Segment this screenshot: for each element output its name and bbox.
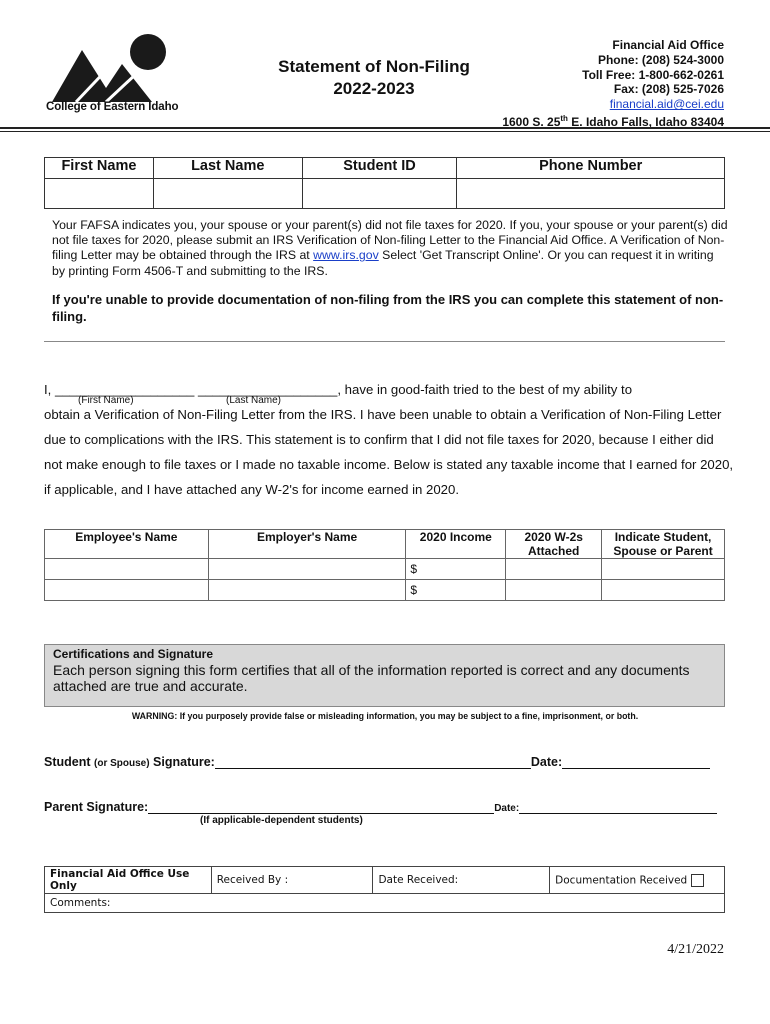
income-field[interactable]: $ (406, 580, 506, 601)
employee-name-field[interactable] (45, 559, 209, 580)
form-title-year: 2022-2023 (333, 79, 415, 98)
statement-body: obtain a Verification of Non-Filing Letter from the IRS. I have been unable to obtain a Verification of Non-Filing Letter due to complications with the IRS. This statement is to confirm that I did not file taxes for 2020, because I either did not make enough to file taxes or I made no taxable income. Below is stated any taxable income that I earned for 2020, if applicable, and I have attached any W-2's for income earned in 2020. (44, 407, 734, 497)
office-fax: Fax: (208) 525-7026 (613, 82, 724, 97)
parent-signature-note: (If applicable-dependent students) (200, 815, 363, 826)
student-date-label: Date: (530, 755, 563, 769)
statement-text (44, 377, 734, 502)
w2-attached-field[interactable] (506, 559, 602, 580)
income-header: 2020 Income (406, 530, 506, 559)
indicate-relation-header: Indicate Student, Spouse or Parent (602, 530, 725, 559)
documentation-received-cell: Documentation Received (550, 867, 725, 894)
instructions-paragraph: Your FAFSA indicates you, your spouse or your parent(s) did not file taxes for 2020. If you, your spouse or your parent(s) did not file taxes for 2020, please submit an IRS Verification of Non-filing Letter to the Financial Aid Office. A Verification of Non-filing Letter may be obtained through the IRS at www.irs.gov Select 'Get Transcript Online'. Or you can request it in writing by printing Form 4506-T and submitting to the IRS. (52, 218, 728, 278)
first-name-header: First Name (45, 158, 154, 179)
statement-line1: I, ___________________ ___________________, have in good-faith tried to the best of my ability to (44, 382, 633, 397)
parent-signature-label: Parent Signature: (44, 800, 149, 814)
last-name-sublabel: (Last Name) (226, 395, 282, 406)
phone-number-field[interactable] (457, 179, 725, 209)
received-by-field[interactable]: Received By : (211, 867, 373, 894)
first-name-field[interactable] (45, 179, 154, 209)
revision-date: 4/21/2022 (667, 942, 724, 957)
office-address: 1600 S. 25th E. Idaho Falls, Idaho 83404 (502, 113, 724, 129)
irs-link[interactable]: www.irs.gov (313, 248, 379, 263)
header-divider-thin (0, 131, 770, 132)
parent-date-label: Date: (494, 803, 520, 814)
parent-date-line[interactable] (519, 800, 717, 814)
header-divider (0, 127, 770, 129)
warning-text: WARNING: If you purposely provide false or misleading information, you may be subject to a fine, imprisonment, or both. (131, 711, 639, 721)
office-email-link[interactable]: financial.aid@cei.edu (609, 97, 724, 112)
relation-field[interactable] (602, 559, 725, 580)
first-name-sublabel: (First Name) (78, 395, 134, 406)
office-use-table (44, 866, 725, 913)
certification-box (44, 644, 725, 707)
table-row (45, 559, 725, 580)
documentation-received-checkbox[interactable] (691, 874, 704, 887)
employer-name-field[interactable] (208, 580, 406, 601)
college-name: College of Eastern Idaho (46, 101, 179, 113)
date-received-field[interactable]: Date Received: (373, 867, 550, 894)
phone-number-header: Phone Number (457, 158, 725, 179)
employer-name-field[interactable] (208, 559, 406, 580)
income-table (44, 529, 725, 601)
student-id-field[interactable] (302, 179, 457, 209)
student-signature-line[interactable] (215, 755, 531, 769)
w2-attached-field[interactable] (506, 580, 602, 601)
employee-name-header: Employee's Name (45, 530, 209, 559)
office-toll-free: Toll Free: 1-800-662-0261 (582, 67, 724, 82)
comments-field[interactable]: Comments: (45, 894, 725, 913)
relation-field[interactable] (602, 580, 725, 601)
w2-attached-header: 2020 W-2s Attached (506, 530, 602, 559)
office-use-label: Financial Aid Office Use Only (45, 867, 212, 894)
office-phone: Phone: (208) 524-3000 (597, 52, 724, 67)
student-id-header: Student ID (302, 158, 457, 179)
contact-block (502, 38, 724, 130)
section-divider (44, 341, 725, 342)
non-filing-notice: If you're unable to provide documentation of non-filing from the IRS you can complete this statement of non-filing. (52, 292, 724, 324)
parent-signature-line[interactable] (148, 800, 494, 814)
office-name: Financial Aid Office (612, 38, 724, 52)
student-date-line[interactable] (562, 755, 710, 769)
income-field[interactable]: $ (406, 559, 506, 580)
form-title-line1: Statement of Non-Filing (278, 57, 470, 76)
certification-title: Certifications and Signature (53, 647, 214, 661)
certification-body: Each person signing this form certifies that all of the information reported is correct and any documents attached are true and accurate. (53, 662, 690, 694)
parent-signature-row (44, 800, 734, 814)
employee-name-field[interactable] (45, 580, 209, 601)
employer-name-header: Employer's Name (208, 530, 406, 559)
last-name-header: Last Name (153, 158, 302, 179)
table-row (45, 580, 725, 601)
student-info-table (44, 157, 725, 209)
student-signature-row: Student (or Spouse) Signature: Date: (44, 755, 734, 769)
last-name-field[interactable] (153, 179, 302, 209)
